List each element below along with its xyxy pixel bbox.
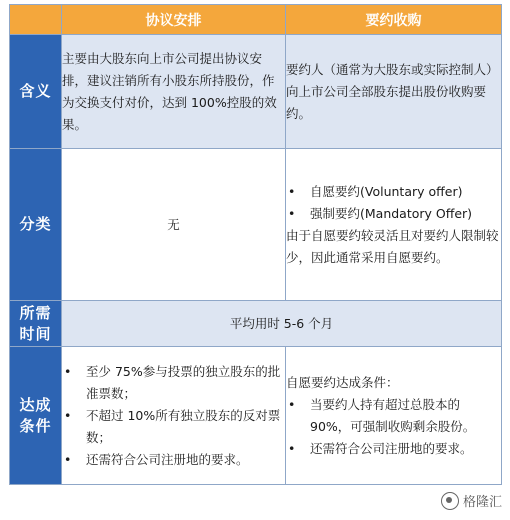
- list-item: • 当要约人持有超过总股本的 90%，可强制收购剩余股份。: [288, 396, 476, 434]
- list-item: • 还需符合公司注册地的要求。: [288, 440, 473, 456]
- watermark-text: 格隆汇: [462, 495, 502, 510]
- row-label-category: 分类: [10, 149, 62, 301]
- header-corner: [10, 5, 62, 35]
- conditions-list-agreement: [62, 361, 285, 471]
- time-value: 平均用时 5-6 个月: [62, 301, 502, 347]
- list-item: • 自愿要约(Voluntary offer): [288, 183, 463, 199]
- category-agreement: 无: [62, 149, 286, 301]
- list-item: • 至少 75%参与投票的独立股东的批准票数；: [64, 363, 281, 401]
- row-label-time: 所需 时间: [10, 301, 62, 347]
- header-row: [10, 5, 502, 35]
- row-time: [10, 301, 502, 347]
- conditions-intro: 自愿要约达成条件：: [286, 374, 399, 390]
- header-agreement: 协议安排: [62, 5, 286, 35]
- comparison-table: [9, 4, 502, 485]
- wechat-logo-icon: [441, 492, 459, 510]
- list-item: • 不超过 10%所有独立股东的反对票数；: [64, 407, 281, 445]
- row-label-conditions: 达成 条件: [10, 347, 62, 485]
- header-tender-offer: 要约收购: [286, 5, 502, 35]
- category-note: 由于自愿要约较灵活且对要约人限制较少，因此通常采用自愿要约。: [286, 227, 499, 265]
- conditions-agreement: [62, 347, 286, 485]
- conditions-tender-offer: [286, 347, 502, 485]
- row-conditions: [10, 347, 502, 485]
- meaning-agreement: 主要由大股东向上市公司提出协议安排，建议注销所有小股东所持股份，作为交换支付对价，达到 100%控股的效果。: [62, 35, 286, 149]
- list-item: • 强制要约(Mandatory Offer): [288, 205, 473, 221]
- list-item: • 还需符合公司注册地的要求。: [64, 451, 249, 467]
- row-meaning: [10, 35, 502, 149]
- meaning-tender-offer: 要约人（通常为大股东或实际控制人）向上市公司全部股东提出股份收购要约。: [286, 35, 502, 149]
- category-tender-offer: [286, 149, 502, 301]
- category-list: [286, 181, 501, 225]
- row-label-meaning: 含义: [10, 35, 62, 149]
- conditions-list-tender: [286, 394, 501, 460]
- watermark: [441, 491, 502, 510]
- row-category: [10, 149, 502, 301]
